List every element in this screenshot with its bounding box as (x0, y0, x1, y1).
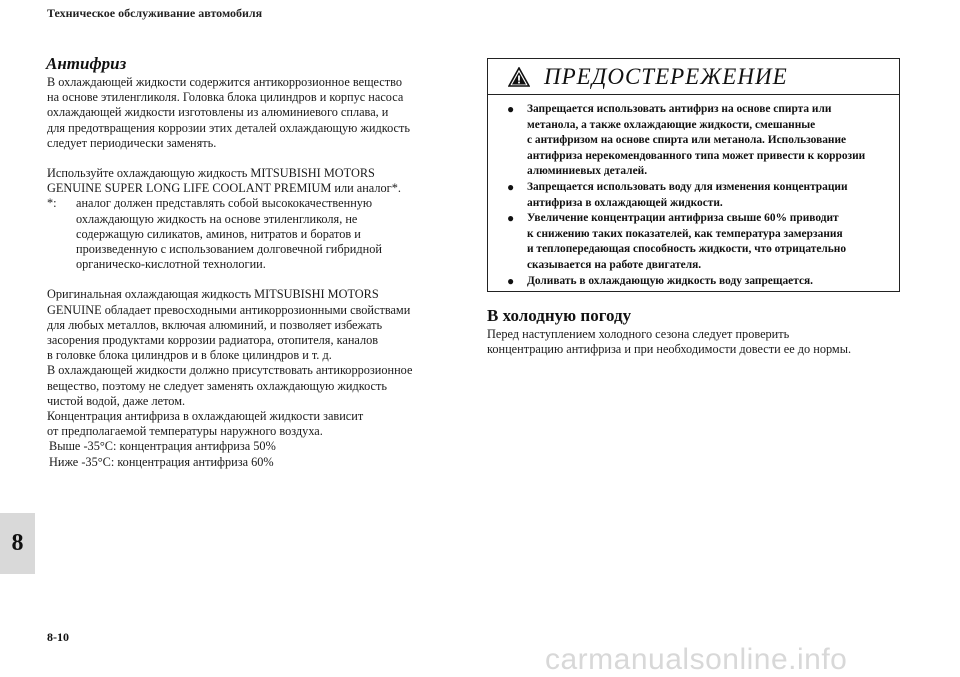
antifreeze-paragraph-3 (47, 287, 467, 439)
warning-triangle-icon (508, 67, 530, 87)
running-header: Техническое обслуживание автомобиля (47, 6, 263, 20)
text-line: аналог должен представлять собой высококачественную (76, 196, 373, 211)
warning-title: ПРЕДОСТЕРЕЖЕНИЕ (544, 63, 788, 89)
text-line: охлаждающую жидкость на основе этиленгликоля, не (76, 211, 358, 226)
text-line: Увеличение концентрации антифриза свыше 60% приводит (527, 212, 839, 225)
text-line: Концентрация антифриза в охлаждающей жидкости зависит (47, 409, 364, 424)
text-line: содержащую силикатов, аминов, нитратов и боратов и (76, 226, 361, 241)
footnote (47, 196, 467, 272)
text-line: и теплопередающая способность жидкости, что отрицательно (527, 243, 847, 256)
bullet-icon: ● (507, 211, 515, 226)
text-line: В охлаждающей жидкости должно присутствовать антикоррозионное (47, 363, 413, 378)
footnote-text (76, 196, 467, 272)
text-line: чистой водой, даже летом. (47, 393, 186, 408)
text-line: от предполагаемой температуры наружного воздуха. (47, 424, 323, 439)
warning-item (507, 274, 891, 290)
text-line: органическо-кислотной технологии. (76, 257, 266, 272)
antifreeze-heading: Антифриз (46, 54, 127, 73)
warning-box (487, 58, 900, 292)
cold-weather-text (487, 327, 917, 357)
chapter-number: 8 (11, 530, 24, 556)
text-line: произведенную с использованием долговечной гибридной (76, 242, 382, 257)
text-line: Запрещается использовать антифриз на основе спирта или (527, 103, 832, 115)
text-line: Оригинальная охлаждающая жидкость MITSUBISHI MOTORS (47, 287, 379, 302)
chapter-tab (0, 513, 35, 574)
text-line: GENUINE обладает превосходными антикоррозионными свойствами (47, 302, 411, 317)
text-line: следует периодически заменять. (47, 135, 217, 150)
warning-item (507, 180, 891, 211)
temperature-line-above: Выше -35°C: концентрация антифриза 50% (49, 439, 276, 454)
text-line: концентрацию антифриза и при необходимости довести ее до нормы. (487, 342, 852, 357)
text-line: метанола, а также охлаждающие жидкости, смешанные (527, 118, 816, 131)
text-line: для предотвращения коррозии этих деталей охлаждающую жидкость (47, 120, 410, 135)
text-line: антифриза нерекомендованного типа может привести к коррозии (527, 149, 866, 162)
text-line: Перед наступлением холодного сезона следует проверить (487, 327, 790, 341)
text-line: для любых металлов, включая алюминий, и позволяет избежать (47, 317, 383, 332)
warning-list (488, 95, 899, 289)
page-number: 8-10 (47, 630, 69, 644)
watermark: carmanualsonline.info (545, 643, 848, 676)
cold-weather-heading: В холодную погоду (487, 306, 632, 325)
bullet-icon: ● (507, 179, 515, 194)
bullet-icon: ● (507, 102, 515, 116)
text-line: охлаждающей жидкости изготовлены из алюминиевого сплава, и (47, 105, 389, 120)
text-line: засорения продуктами коррозии радиатора, отопителя, каналов (47, 333, 379, 348)
antifreeze-paragraph-1 (47, 75, 467, 151)
antifreeze-paragraph-2 (47, 166, 467, 196)
text-line: с антифризом на основе спирта или метанола. Использование (527, 134, 847, 147)
text-line: алюминиевых деталей. (527, 165, 648, 178)
text-line: GENUINE SUPER LONG LIFE COOLANT PREMIUM или аналог*. (47, 181, 401, 196)
text-line: на основе этиленгликоля. Головка блока цилиндров и корпус насоса (47, 90, 404, 105)
text-line: к снижению таких показателей, как температура замерзания (527, 227, 843, 240)
text-line: в головке блока цилиндров и в блоке цилиндров и т. д. (47, 348, 332, 363)
text-line: антифриза в охлаждающей жидкости. (527, 196, 723, 209)
text-line: В охлаждающей жидкости содержится антикоррозионное вещество (47, 75, 403, 89)
bullet-icon: ● (507, 273, 515, 288)
temperature-line-below: Ниже -35°C: концентрация антифриза 60% (49, 454, 274, 469)
antifreeze-body (47, 75, 467, 470)
text-line: вещество, поэтому не следует заменять охлаждающую жидкость (47, 378, 388, 393)
warning-item (507, 211, 891, 273)
text-line: Используйте охлаждающую жидкость MITSUBISHI MOTORS (47, 166, 375, 181)
warning-header (488, 59, 899, 95)
warning-item (507, 102, 891, 180)
text-line: сказывается на работе двигателя. (527, 258, 702, 271)
text-line: Доливать в охлаждающую жидкость воду запрещается. (527, 274, 814, 287)
text-line: Запрещается использовать воду для изменения концентрации (527, 180, 848, 193)
footnote-mark: *: (47, 196, 57, 211)
